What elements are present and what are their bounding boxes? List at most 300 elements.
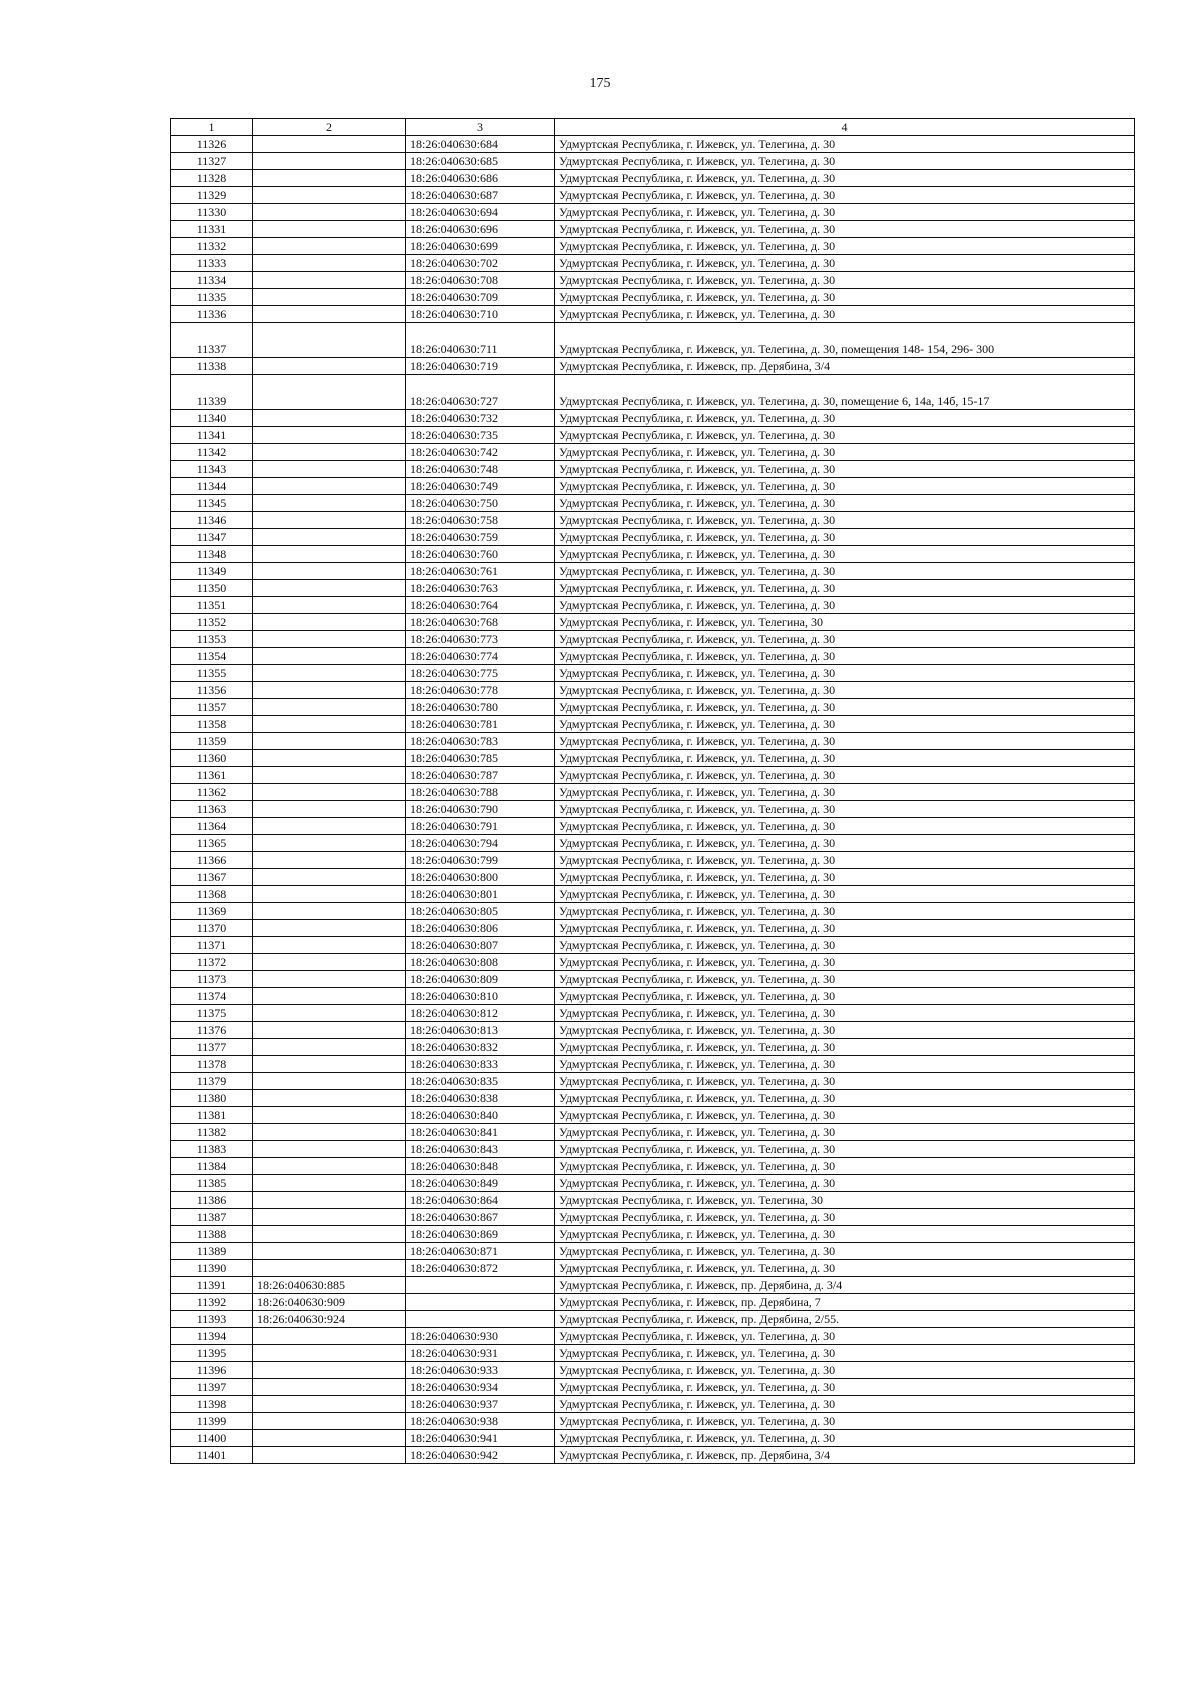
cadastral-number-col2-cell: [253, 1107, 406, 1124]
table-row: [171, 716, 1135, 733]
cadastral-number-col2-cell: 18:26:040630:885: [253, 1277, 406, 1294]
row-number-cell: 11381: [171, 1107, 253, 1124]
cadastral-number-col2-cell: [253, 289, 406, 306]
table-row: [171, 529, 1135, 546]
cadastral-number-col2-cell: [253, 648, 406, 665]
row-number-cell: 11348: [171, 546, 253, 563]
table-row: [171, 238, 1135, 255]
address-cell: Удмуртская Республика, г. Ижевск, ул. Телегина, д. 30: [555, 1413, 1135, 1430]
cadastral-number-col2-cell: [253, 733, 406, 750]
address-cell: Удмуртская Республика, г. Ижевск, ул. Телегина, д. 30: [555, 988, 1135, 1005]
row-number-cell: 11340: [171, 410, 253, 427]
cadastral-number-col2-cell: [253, 1090, 406, 1107]
table-row: [171, 1277, 1135, 1294]
cadastral-number-col3-cell: 18:26:040630:708: [406, 272, 555, 289]
cadastral-number-col3-cell: 18:26:040630:835: [406, 1073, 555, 1090]
address-cell: Удмуртская Республика, г. Ижевск, ул. Телегина, д. 30: [555, 306, 1135, 323]
cadastral-number-col2-cell: [253, 971, 406, 988]
cadastral-number-col2-cell: [253, 153, 406, 170]
table-row: [171, 1158, 1135, 1175]
table-row: [171, 1328, 1135, 1345]
cadastral-number-col3-cell: 18:26:040630:685: [406, 153, 555, 170]
cadastral-number-col2-cell: [253, 1192, 406, 1209]
cadastral-number-col2-cell: [253, 136, 406, 153]
cadastral-number-col2-cell: [253, 1260, 406, 1277]
table-row: [171, 784, 1135, 801]
address-cell: Удмуртская Республика, г. Ижевск, ул. Телегина, д. 30: [555, 427, 1135, 444]
address-cell: Удмуртская Республика, г. Ижевск, ул. Телегина, д. 30: [555, 1090, 1135, 1107]
cadastral-number-col3-cell: 18:26:040630:938: [406, 1413, 555, 1430]
cadastral-number-col2-cell: [253, 580, 406, 597]
row-number-cell: 11364: [171, 818, 253, 835]
table-row: [171, 323, 1135, 358]
row-number-cell: 11329: [171, 187, 253, 204]
cadastral-number-col3-cell: 18:26:040630:808: [406, 954, 555, 971]
address-cell: Удмуртская Республика, г. Ижевск, ул. Телегина, д. 30: [555, 1056, 1135, 1073]
cadastral-number-col3-cell: 18:26:040630:806: [406, 920, 555, 937]
cadastral-number-col2-cell: [253, 410, 406, 427]
table-row: [171, 1379, 1135, 1396]
table-row: [171, 255, 1135, 272]
cadastral-number-col3-cell: 18:26:040630:832: [406, 1039, 555, 1056]
table-row: [171, 818, 1135, 835]
table-row: [171, 546, 1135, 563]
address-cell: Удмуртская Республика, г. Ижевск, ул. Телегина, д. 30: [555, 1328, 1135, 1345]
cadastral-number-col2-cell: [253, 1345, 406, 1362]
cadastral-number-col2-cell: 18:26:040630:924: [253, 1311, 406, 1328]
address-cell: Удмуртская Республика, г. Ижевск, ул. Телегина, д. 30: [555, 818, 1135, 835]
address-cell: Удмуртская Республика, г. Ижевск, ул. Телегина, д. 30: [555, 187, 1135, 204]
cadastral-number-col2-cell: [253, 1141, 406, 1158]
cadastral-number-col3-cell: 18:26:040630:799: [406, 852, 555, 869]
cadastral-number-col2-cell: [253, 478, 406, 495]
table-row: [171, 136, 1135, 153]
table-row: [171, 1413, 1135, 1430]
cadastral-number-col2-cell: [253, 512, 406, 529]
cadastral-number-col3-cell: [406, 1277, 555, 1294]
address-cell: Удмуртская Республика, г. Ижевск, ул. Телегина, д. 30: [555, 136, 1135, 153]
table-row: [171, 835, 1135, 852]
table-header-row: [171, 119, 1135, 136]
table-row: [171, 1294, 1135, 1311]
table-row: [171, 631, 1135, 648]
address-cell: Удмуртская Республика, г. Ижевск, ул. Телегина, д. 30, помещения 148- 154, 296- 300: [555, 323, 1135, 358]
address-cell: Удмуртская Республика, г. Ижевск, ул. Телегина, д. 30: [555, 665, 1135, 682]
table-row: [171, 971, 1135, 988]
cadastral-number-col3-cell: 18:26:040630:942: [406, 1447, 555, 1464]
table-row: [171, 801, 1135, 818]
table-row: [171, 495, 1135, 512]
row-number-cell: 11363: [171, 801, 253, 818]
cadastral-number-col3-cell: 18:26:040630:843: [406, 1141, 555, 1158]
cadastral-number-col3-cell: 18:26:040630:930: [406, 1328, 555, 1345]
table-row: [171, 512, 1135, 529]
cadastral-number-col3-cell: 18:26:040630:833: [406, 1056, 555, 1073]
table-row: [171, 427, 1135, 444]
cadastral-number-col2-cell: [253, 1447, 406, 1464]
cadastral-number-col3-cell: 18:26:040630:694: [406, 204, 555, 221]
table-row: [171, 221, 1135, 238]
row-number-cell: 11379: [171, 1073, 253, 1090]
address-cell: Удмуртская Республика, г. Ижевск, ул. Телегина, д. 30, помещение 6, 14а, 14б, 15-17: [555, 375, 1135, 410]
table-row: [171, 988, 1135, 1005]
table-row: [171, 1311, 1135, 1328]
cadastral-number-col3-cell: 18:26:040630:759: [406, 529, 555, 546]
address-cell: Удмуртская Республика, г. Ижевск, ул. Телегина, д. 30: [555, 289, 1135, 306]
address-cell: Удмуртская Республика, г. Ижевск, ул. Телегина, д. 30: [555, 1124, 1135, 1141]
table-row: [171, 580, 1135, 597]
row-number-cell: 11380: [171, 1090, 253, 1107]
row-number-cell: 11337: [171, 323, 253, 358]
cadastral-number-col2-cell: [253, 529, 406, 546]
cadastral-number-col2-cell: [253, 1209, 406, 1226]
table-row: [171, 954, 1135, 971]
cadastral-number-col3-cell: 18:26:040630:684: [406, 136, 555, 153]
cadastral-number-col2-cell: [253, 255, 406, 272]
cadastral-number-col2-cell: [253, 1413, 406, 1430]
table-row: [171, 937, 1135, 954]
row-number-cell: 11344: [171, 478, 253, 495]
cadastral-number-col3-cell: 18:26:040630:732: [406, 410, 555, 427]
address-cell: Удмуртская Республика, г. Ижевск, ул. Телегина, д. 30: [555, 478, 1135, 495]
table-row: [171, 1124, 1135, 1141]
row-number-cell: 11387: [171, 1209, 253, 1226]
cadastral-number-col2-cell: [253, 835, 406, 852]
address-cell: Удмуртская Республика, г. Ижевск, ул. Телегина, 30: [555, 614, 1135, 631]
row-number-cell: 11350: [171, 580, 253, 597]
table-row: [171, 1056, 1135, 1073]
row-number-cell: 11372: [171, 954, 253, 971]
row-number-cell: 11395: [171, 1345, 253, 1362]
cadastral-number-col2-cell: [253, 682, 406, 699]
address-cell: Удмуртская Республика, г. Ижевск, ул. Телегина, д. 30: [555, 767, 1135, 784]
cadastral-number-col3-cell: 18:26:040630:748: [406, 461, 555, 478]
table-body: [171, 136, 1135, 1464]
row-number-cell: 11354: [171, 648, 253, 665]
row-number-cell: 11392: [171, 1294, 253, 1311]
row-number-cell: 11373: [171, 971, 253, 988]
address-cell: Удмуртская Республика, г. Ижевск, ул. Телегина, д. 30: [555, 903, 1135, 920]
address-cell: Удмуртская Республика, г. Ижевск, ул. Телегина, д. 30: [555, 852, 1135, 869]
address-cell: Удмуртская Республика, г. Ижевск, ул. Телегина, д. 30: [555, 801, 1135, 818]
cadastral-number-col3-cell: 18:26:040630:696: [406, 221, 555, 238]
cadastral-number-col2-cell: [253, 358, 406, 375]
cadastral-number-col2-cell: [253, 597, 406, 614]
cadastral-number-col2-cell: [253, 1124, 406, 1141]
table-row: [171, 767, 1135, 784]
row-number-cell: 11336: [171, 306, 253, 323]
cadastral-number-col3-cell: 18:26:040630:783: [406, 733, 555, 750]
table-row: [171, 444, 1135, 461]
table-row: [171, 699, 1135, 716]
address-cell: Удмуртская Республика, г. Ижевск, ул. Телегина, д. 30: [555, 1209, 1135, 1226]
row-number-cell: 11346: [171, 512, 253, 529]
address-cell: Удмуртская Республика, г. Ижевск, ул. Телегина, д. 30: [555, 272, 1135, 289]
address-cell: Удмуртская Республика, г. Ижевск, ул. Телегина, д. 30: [555, 1243, 1135, 1260]
address-cell: Удмуртская Республика, г. Ижевск, ул. Телегина, д. 30: [555, 716, 1135, 733]
cadastral-number-col3-cell: 18:26:040630:937: [406, 1396, 555, 1413]
address-cell: Удмуртская Республика, г. Ижевск, ул. Телегина, д. 30: [555, 255, 1135, 272]
address-cell: Удмуртская Республика, г. Ижевск, ул. Телегина, д. 30: [555, 954, 1135, 971]
cadastral-number-col2-cell: [253, 665, 406, 682]
address-cell: Удмуртская Республика, г. Ижевск, ул. Телегина, д. 30: [555, 238, 1135, 255]
cadastral-number-col2-cell: [253, 1226, 406, 1243]
cadastral-number-col2-cell: [253, 1379, 406, 1396]
cadastral-number-col3-cell: 18:26:040630:790: [406, 801, 555, 818]
table-row: [171, 1022, 1135, 1039]
table-row: [171, 1107, 1135, 1124]
table-row: [171, 358, 1135, 375]
row-number-cell: 11349: [171, 563, 253, 580]
cadastral-number-col2-cell: [253, 784, 406, 801]
row-number-cell: 11358: [171, 716, 253, 733]
row-number-cell: 11365: [171, 835, 253, 852]
row-number-cell: 11334: [171, 272, 253, 289]
table-row: [171, 1073, 1135, 1090]
cadastral-number-col2-cell: [253, 818, 406, 835]
table-row: [171, 852, 1135, 869]
row-number-cell: 11390: [171, 1260, 253, 1277]
cadastral-number-col2-cell: [253, 801, 406, 818]
table-row: [171, 1175, 1135, 1192]
table-row: [171, 1039, 1135, 1056]
column-header-2: 2: [253, 119, 406, 136]
row-number-cell: 11333: [171, 255, 253, 272]
table-row: [171, 289, 1135, 306]
cadastral-number-col2-cell: [253, 903, 406, 920]
address-cell: Удмуртская Республика, г. Ижевск, ул. Телегина, д. 30: [555, 631, 1135, 648]
cadastral-number-col2-cell: [253, 461, 406, 478]
address-cell: Удмуртская Республика, г. Ижевск, ул. Телегина, д. 30: [555, 563, 1135, 580]
cadastral-number-col2-cell: [253, 988, 406, 1005]
cadastral-number-col2-cell: [253, 886, 406, 903]
address-cell: Удмуртская Республика, г. Ижевск, ул. Телегина, д. 30: [555, 869, 1135, 886]
row-number-cell: 11356: [171, 682, 253, 699]
row-number-cell: 11389: [171, 1243, 253, 1260]
cadastral-number-col2-cell: [253, 170, 406, 187]
cadastral-number-col2-cell: [253, 306, 406, 323]
row-number-cell: 11357: [171, 699, 253, 716]
address-cell: Удмуртская Республика, г. Ижевск, ул. Телегина, д. 30: [555, 1107, 1135, 1124]
cadastral-number-col3-cell: 18:26:040630:742: [406, 444, 555, 461]
cadastral-number-col3-cell: 18:26:040630:761: [406, 563, 555, 580]
cadastral-number-col2-cell: [253, 546, 406, 563]
address-cell: Удмуртская Республика, г. Ижевск, ул. Телегина, д. 30: [555, 1430, 1135, 1447]
cadastral-number-col3-cell: 18:26:040630:867: [406, 1209, 555, 1226]
table-row: [171, 1430, 1135, 1447]
cadastral-number-col3-cell: 18:26:040630:758: [406, 512, 555, 529]
cadastral-number-col3-cell: 18:26:040630:791: [406, 818, 555, 835]
cadastral-number-col3-cell: 18:26:040630:813: [406, 1022, 555, 1039]
cadastral-number-col3-cell: 18:26:040630:699: [406, 238, 555, 255]
cadastral-number-col2-cell: [253, 1022, 406, 1039]
cadastral-number-col3-cell: 18:26:040630:933: [406, 1362, 555, 1379]
address-cell: Удмуртская Республика, г. Ижевск, ул. Телегина, д. 30: [555, 920, 1135, 937]
row-number-cell: 11361: [171, 767, 253, 784]
cadastral-number-col2-cell: [253, 699, 406, 716]
row-number-cell: 11378: [171, 1056, 253, 1073]
address-cell: Удмуртская Республика, г. Ижевск, ул. Телегина, д. 30: [555, 597, 1135, 614]
table-row: [171, 170, 1135, 187]
table-row: [171, 1226, 1135, 1243]
address-cell: Удмуртская Республика, г. Ижевск, ул. Телегина, д. 30: [555, 971, 1135, 988]
row-number-cell: 11368: [171, 886, 253, 903]
table-row: [171, 1209, 1135, 1226]
table-row: [171, 1260, 1135, 1277]
table-row: [171, 1141, 1135, 1158]
address-cell: Удмуртская Республика, г. Ижевск, ул. Телегина, д. 30: [555, 750, 1135, 767]
address-cell: Удмуртская Республика, г. Ижевск, ул. Телегина, д. 30: [555, 580, 1135, 597]
table-row: [171, 461, 1135, 478]
address-cell: Удмуртская Республика, г. Ижевск, ул. Телегина, д. 30: [555, 937, 1135, 954]
address-cell: Удмуртская Республика, г. Ижевск, пр. Дерябина, 2/55.: [555, 1311, 1135, 1328]
cadastral-number-col3-cell: 18:26:040630:849: [406, 1175, 555, 1192]
cadastral-number-col2-cell: [253, 238, 406, 255]
row-number-cell: 11388: [171, 1226, 253, 1243]
address-cell: Удмуртская Республика, г. Ижевск, ул. Телегина, д. 30: [555, 1362, 1135, 1379]
cadastral-number-col2-cell: [253, 1396, 406, 1413]
table-row: [171, 410, 1135, 427]
row-number-cell: 11369: [171, 903, 253, 920]
cadastral-number-col2-cell: 18:26:040630:909: [253, 1294, 406, 1311]
address-cell: Удмуртская Республика, г. Ижевск, пр. Дерябина, 7: [555, 1294, 1135, 1311]
table-row: [171, 1090, 1135, 1107]
row-number-cell: 11335: [171, 289, 253, 306]
table-row: [171, 375, 1135, 410]
row-number-cell: 11382: [171, 1124, 253, 1141]
row-number-cell: 11339: [171, 375, 253, 410]
row-number-cell: 11352: [171, 614, 253, 631]
table-row: [171, 153, 1135, 170]
cadastral-number-col3-cell: 18:26:040630:941: [406, 1430, 555, 1447]
table-row: [171, 563, 1135, 580]
cadastral-number-col2-cell: [253, 1005, 406, 1022]
address-cell: Удмуртская Республика, г. Ижевск, ул. Телегина, д. 30: [555, 1260, 1135, 1277]
cadastral-number-col3-cell: 18:26:040630:687: [406, 187, 555, 204]
cadastral-number-col3-cell: 18:26:040630:864: [406, 1192, 555, 1209]
table-row: [171, 272, 1135, 289]
address-cell: Удмуртская Республика, г. Ижевск, ул. Телегина, д. 30: [555, 153, 1135, 170]
table-row: [171, 733, 1135, 750]
row-number-cell: 11342: [171, 444, 253, 461]
row-number-cell: 11351: [171, 597, 253, 614]
cadastral-number-col2-cell: [253, 444, 406, 461]
cadastral-number-col2-cell: [253, 495, 406, 512]
address-cell: Удмуртская Республика, г. Ижевск, ул. Телегина, д. 30: [555, 204, 1135, 221]
address-cell: Удмуртская Республика, г. Ижевск, ул. Телегина, д. 30: [555, 1005, 1135, 1022]
address-cell: Удмуртская Республика, г. Ижевск, пр. Дерябина, 3/4: [555, 1447, 1135, 1464]
cadastral-number-col2-cell: [253, 563, 406, 580]
cadastral-number-col3-cell: 18:26:040630:807: [406, 937, 555, 954]
cadastral-number-col2-cell: [253, 750, 406, 767]
row-number-cell: 11386: [171, 1192, 253, 1209]
table-row: [171, 478, 1135, 495]
address-cell: Удмуртская Республика, г. Ижевск, ул. Телегина, д. 30: [555, 886, 1135, 903]
page-number: 175: [589, 76, 611, 91]
table-row: [171, 1005, 1135, 1022]
address-cell: Удмуртская Республика, г. Ижевск, ул. Телегина, д. 30: [555, 1073, 1135, 1090]
row-number-cell: 11376: [171, 1022, 253, 1039]
cadastral-number-col2-cell: [253, 954, 406, 971]
row-number-cell: 11377: [171, 1039, 253, 1056]
table-row: [171, 597, 1135, 614]
row-number-cell: 11396: [171, 1362, 253, 1379]
address-cell: Удмуртская Республика, г. Ижевск, ул. Телегина, д. 30: [555, 1039, 1135, 1056]
cadastral-number-col2-cell: [253, 631, 406, 648]
column-header-3: 3: [406, 119, 555, 136]
row-number-cell: 11343: [171, 461, 253, 478]
cadastral-number-col3-cell: 18:26:040630:785: [406, 750, 555, 767]
address-cell: Удмуртская Республика, г. Ижевск, ул. Телегина, д. 30: [555, 648, 1135, 665]
address-cell: Удмуртская Республика, г. Ижевск, ул. Телегина, д. 30: [555, 170, 1135, 187]
table-row: [171, 1345, 1135, 1362]
address-cell: Удмуртская Республика, г. Ижевск, ул. Телегина, д. 30: [555, 461, 1135, 478]
table-row: [171, 903, 1135, 920]
address-cell: Удмуртская Республика, г. Ижевск, пр. Дерябина, 3/4: [555, 358, 1135, 375]
cadastral-number-col3-cell: 18:26:040630:871: [406, 1243, 555, 1260]
row-number-cell: 11393: [171, 1311, 253, 1328]
address-cell: Удмуртская Республика, г. Ижевск, ул. Телегина, д. 30: [555, 512, 1135, 529]
row-number-cell: 11401: [171, 1447, 253, 1464]
cadastral-number-col2-cell: [253, 1362, 406, 1379]
row-number-cell: 11326: [171, 136, 253, 153]
row-number-cell: 11353: [171, 631, 253, 648]
cadastral-number-col3-cell: 18:26:040630:934: [406, 1379, 555, 1396]
table-row: [171, 1447, 1135, 1464]
cadastral-number-col2-cell: [253, 1430, 406, 1447]
cadastral-number-col2-cell: [253, 1175, 406, 1192]
cadastral-number-col3-cell: 18:26:040630:711: [406, 323, 555, 358]
cadastral-number-col2-cell: [253, 187, 406, 204]
cadastral-number-col3-cell: 18:26:040630:735: [406, 427, 555, 444]
address-cell: Удмуртская Республика, г. Ижевск, ул. Телегина, д. 30: [555, 410, 1135, 427]
cadastral-number-col3-cell: 18:26:040630:787: [406, 767, 555, 784]
table-row: [171, 1192, 1135, 1209]
row-number-cell: 11398: [171, 1396, 253, 1413]
cadastral-number-col2-cell: [253, 920, 406, 937]
table-row: [171, 614, 1135, 631]
registry-table: [170, 118, 1135, 1464]
address-cell: Удмуртская Республика, г. Ижевск, ул. Телегина, д. 30: [555, 1379, 1135, 1396]
address-cell: Удмуртская Республика, г. Ижевск, ул. Телегина, д. 30: [555, 444, 1135, 461]
cadastral-number-col2-cell: [253, 1056, 406, 1073]
address-cell: Удмуртская Республика, г. Ижевск, ул. Телегина, д. 30: [555, 1158, 1135, 1175]
address-cell: Удмуртская Республика, г. Ижевск, ул. Телегина, д. 30: [555, 699, 1135, 716]
cadastral-number-col3-cell: 18:26:040630:710: [406, 306, 555, 323]
cadastral-number-col3-cell: 18:26:040630:750: [406, 495, 555, 512]
address-cell: Удмуртская Республика, г. Ижевск, ул. Телегина, д. 30: [555, 784, 1135, 801]
cadastral-number-col3-cell: [406, 1311, 555, 1328]
cadastral-number-col3-cell: 18:26:040630:805: [406, 903, 555, 920]
column-header-4: 4: [555, 119, 1135, 136]
table-row: [171, 665, 1135, 682]
cadastral-number-col3-cell: 18:26:040630:800: [406, 869, 555, 886]
cadastral-number-col3-cell: 18:26:040630:788: [406, 784, 555, 801]
column-header-1: 1: [171, 119, 253, 136]
table-row: [171, 648, 1135, 665]
row-number-cell: 11367: [171, 869, 253, 886]
table-row: [171, 187, 1135, 204]
cadastral-number-col3-cell: 18:26:040630:840: [406, 1107, 555, 1124]
row-number-cell: 11375: [171, 1005, 253, 1022]
row-number-cell: 11338: [171, 358, 253, 375]
cadastral-number-col3-cell: 18:26:040630:774: [406, 648, 555, 665]
cadastral-number-col2-cell: [253, 1158, 406, 1175]
cadastral-number-col3-cell: 18:26:040630:763: [406, 580, 555, 597]
cadastral-number-col3-cell: 18:26:040630:931: [406, 1345, 555, 1362]
address-cell: Удмуртская Республика, г. Ижевск, ул. Телегина, д. 30: [555, 529, 1135, 546]
cadastral-number-col3-cell: 18:26:040630:848: [406, 1158, 555, 1175]
